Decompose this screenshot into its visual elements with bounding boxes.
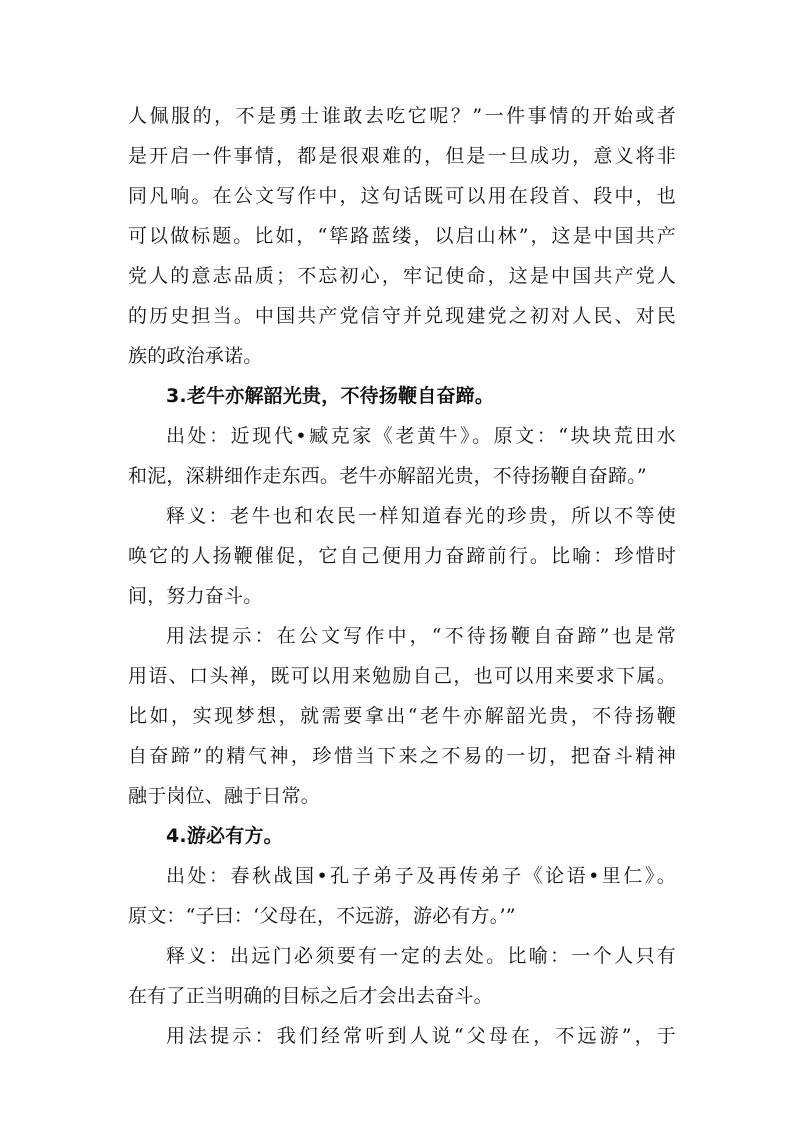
paragraph: [128, 496, 676, 616]
text-line: 释义：出远门必须要有一定的去处。比喻：一个人只有: [166, 945, 676, 967]
text-line: 出处：近现代•臧克家《老黄牛》。原文：“块块荒田水: [166, 425, 676, 447]
paragraph: [128, 1016, 676, 1056]
text-line: 用语、口头禅，既可以用来勉励自己，也可以用来要求下属。: [128, 665, 676, 687]
paragraph: [128, 96, 676, 376]
text-line: 唤它的人扬鞭催促，它自己便用力奋蹄前行。比喻：珍惜时: [128, 545, 676, 567]
text-line: 间，努力奋斗。: [128, 585, 263, 607]
paragraph: [128, 856, 676, 936]
text-line: 释义：老牛也和农民一样知道春光的珍贵，所以不等使: [166, 505, 676, 527]
text-line: 用法提示：我们经常听到人说“父母在，不远游”，于: [166, 1025, 676, 1047]
text-line: 原文：“子曰：‘父母在，不远游，游必有方。’”: [128, 905, 516, 927]
text-line: 在有了正当明确的目标之后才会出去奋斗。: [128, 985, 493, 1007]
text-line: 和泥，深耕细作走东西。老牛亦解韶光贵，不待扬鞭自奋蹄。”: [128, 465, 647, 487]
text-line: 融于岗位、融于日常。: [128, 785, 321, 807]
document-body: [128, 96, 676, 1056]
text-line: 用法提示：在公文写作中，“不待扬鞭自奋蹄”也是常: [166, 625, 676, 647]
text-line: 的历史担当。中国共产党信守并兑现建党之初对人民、对民: [128, 305, 676, 327]
text-line: 出处：春秋战国•孔子弟子及再传弟子《论语•里仁》。: [166, 865, 676, 887]
paragraph: [128, 936, 676, 1016]
paragraph: [128, 616, 676, 816]
section-heading: [128, 376, 676, 416]
text-line: 自奋蹄”的精气神，珍惜当下来之不易的一切，把奋斗精神: [128, 745, 676, 767]
text-line: 4.游必有方。: [166, 825, 283, 847]
text-line: 可以做标题。比如，“筚路蓝缕，以启山林”，这是中国共产: [128, 225, 676, 247]
text-line: 族的政治承诺。: [128, 345, 263, 367]
text-line: 是开启一件事情，都是很艰难的，但是一旦成功，意义将非: [128, 145, 676, 167]
text-line: 同凡响。在公文写作中，这句话既可以用在段首、段中，也: [128, 185, 676, 207]
text-line: 党人的意志品质；不忘初心，牢记使命，这是中国共产党人: [128, 265, 676, 287]
text-line: 人佩服的，不是勇士谁敢去吃它呢？”一件事情的开始或者: [128, 105, 676, 127]
text-line: 3.老牛亦解韶光贵，不待扬鞭自奋蹄。: [166, 385, 495, 407]
paragraph: [128, 416, 676, 496]
section-heading: [128, 816, 676, 856]
text-line: 比如，实现梦想，就需要拿出“老牛亦解韶光贵，不待扬鞭: [128, 705, 676, 727]
